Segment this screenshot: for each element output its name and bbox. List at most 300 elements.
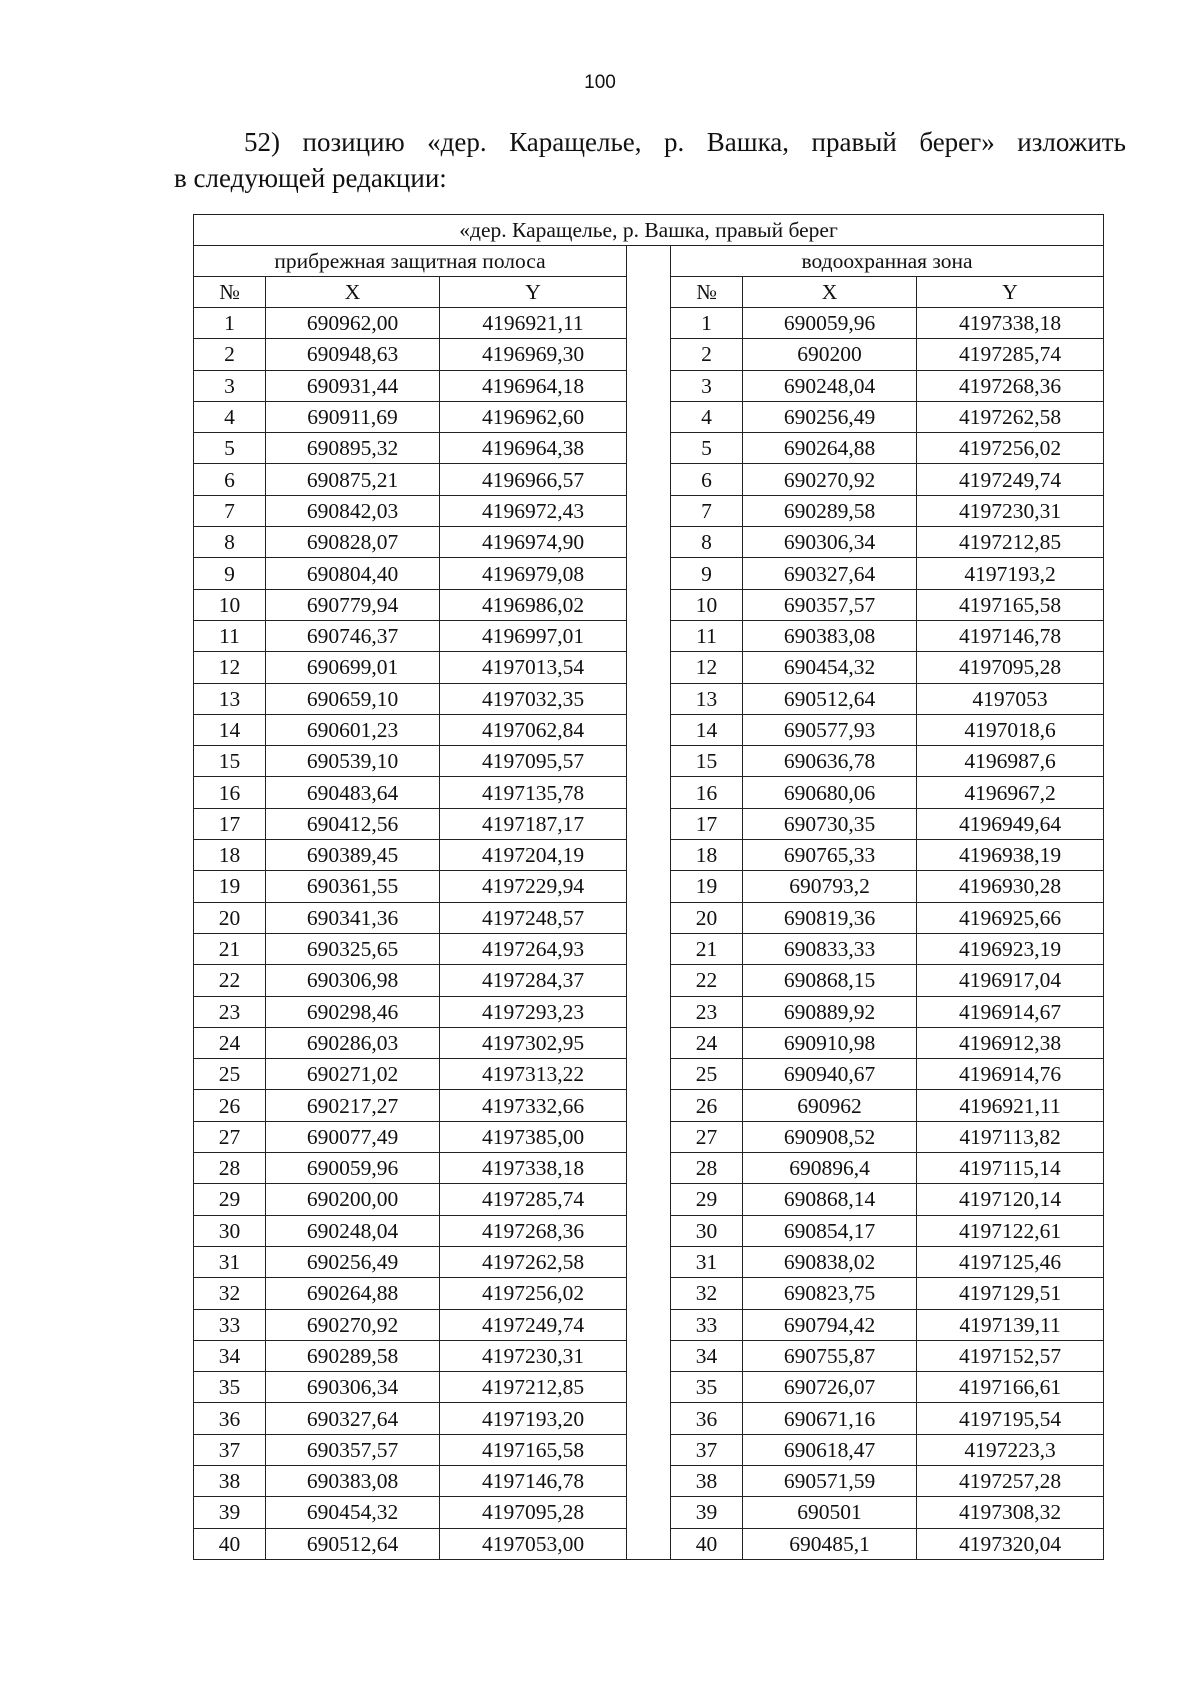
coastal-point-number: 37	[194, 1434, 266, 1465]
column-gap	[627, 370, 671, 401]
coastal-point-number: 32	[194, 1278, 266, 1309]
coastal-point-x: 690357,57	[266, 1434, 440, 1465]
zone-point-x: 690671,16	[743, 1403, 917, 1434]
table-row	[194, 1434, 1104, 1465]
zone-point-x: 690823,75	[743, 1278, 917, 1309]
table-row	[194, 464, 1104, 495]
zone-point-x: 690794,42	[743, 1309, 917, 1340]
column-gap	[627, 808, 671, 839]
table-row	[194, 714, 1104, 745]
zone-point-number: 19	[671, 871, 743, 902]
coastal-point-x: 690483,64	[266, 777, 440, 808]
coastal-point-y: 4197062,84	[440, 714, 627, 745]
column-gap	[627, 714, 671, 745]
coastal-point-x: 690270,92	[266, 1309, 440, 1340]
table-row	[194, 1059, 1104, 1090]
coastal-point-y: 4196962,60	[440, 401, 627, 432]
coastal-point-x: 690383,08	[266, 1465, 440, 1496]
zone-point-x: 690868,14	[743, 1184, 917, 1215]
zone-point-x: 690618,47	[743, 1434, 917, 1465]
coastal-point-number: 14	[194, 714, 266, 745]
table-row	[194, 683, 1104, 714]
zone-point-number: 14	[671, 714, 743, 745]
table-row	[194, 996, 1104, 1027]
zone-point-y: 4197122,61	[917, 1215, 1104, 1246]
coastal-point-x: 690298,46	[266, 996, 440, 1027]
coastal-point-number: 5	[194, 433, 266, 464]
zone-point-y: 4197268,36	[917, 370, 1104, 401]
coastal-point-number: 28	[194, 1153, 266, 1184]
coastal-point-number: 23	[194, 996, 266, 1027]
coastal-point-y: 4196979,08	[440, 558, 627, 589]
zone-point-number: 31	[671, 1246, 743, 1277]
intro-word: берег»	[919, 127, 995, 157]
zone-point-x: 690896,4	[743, 1153, 917, 1184]
coastal-point-y: 4196964,38	[440, 433, 627, 464]
zone-point-x: 690910,98	[743, 1027, 917, 1058]
zone-point-number: 13	[671, 683, 743, 714]
coastal-point-number: 21	[194, 933, 266, 964]
coastal-point-x: 690962,00	[266, 308, 440, 339]
column-gap	[627, 683, 671, 714]
coastal-point-number: 34	[194, 1340, 266, 1371]
table-row	[194, 652, 1104, 683]
intro-paragraph	[174, 124, 1126, 196]
coastal-point-number: 11	[194, 620, 266, 651]
coastal-point-y: 4197338,18	[440, 1153, 627, 1184]
column-gap	[627, 902, 671, 933]
zone-point-x: 690908,52	[743, 1121, 917, 1152]
coastal-point-x: 690059,96	[266, 1153, 440, 1184]
coastal-point-number: 27	[194, 1121, 266, 1152]
column-gap	[627, 1340, 671, 1371]
zone-point-y: 4197257,28	[917, 1465, 1104, 1496]
table-row	[194, 1184, 1104, 1215]
zone-point-y: 4197152,57	[917, 1340, 1104, 1371]
coastal-point-y: 4197135,78	[440, 777, 627, 808]
zone-point-number: 21	[671, 933, 743, 964]
coastal-point-x: 690804,40	[266, 558, 440, 589]
coastal-point-y: 4197293,23	[440, 996, 627, 1027]
table-row	[194, 1153, 1104, 1184]
zone-point-x: 690327,64	[743, 558, 917, 589]
zone-point-number: 2	[671, 339, 743, 370]
coastal-point-x: 690306,98	[266, 965, 440, 996]
column-gap	[627, 1528, 671, 1559]
column-gap	[627, 1059, 671, 1090]
coastal-point-number: 29	[194, 1184, 266, 1215]
zone-point-y: 4196925,66	[917, 902, 1104, 933]
coastal-point-y: 4197248,57	[440, 902, 627, 933]
zone-point-y: 4196949,64	[917, 808, 1104, 839]
column-gap	[627, 1215, 671, 1246]
column-gap	[627, 401, 671, 432]
coastal-point-x: 690200,00	[266, 1184, 440, 1215]
table-row	[194, 777, 1104, 808]
column-gap	[627, 1090, 671, 1121]
zone-point-x: 690571,59	[743, 1465, 917, 1496]
zone-point-number: 22	[671, 965, 743, 996]
zone-point-number: 26	[671, 1090, 743, 1121]
zone-point-number: 3	[671, 370, 743, 401]
table-row	[194, 401, 1104, 432]
zone-point-y: 4196914,76	[917, 1059, 1104, 1090]
coastal-point-number: 3	[194, 370, 266, 401]
column-header-x: X	[743, 277, 917, 308]
zone-point-x: 690819,36	[743, 902, 917, 933]
coastal-point-y: 4197302,95	[440, 1027, 627, 1058]
table-row	[194, 1090, 1104, 1121]
coastal-point-x: 690454,32	[266, 1497, 440, 1528]
coastal-point-y: 4197284,37	[440, 965, 627, 996]
coastal-point-y: 4197256,02	[440, 1278, 627, 1309]
zone-point-x: 690962	[743, 1090, 917, 1121]
column-gap	[627, 1497, 671, 1528]
zone-point-number: 20	[671, 902, 743, 933]
zone-point-y: 4197115,14	[917, 1153, 1104, 1184]
table-row	[194, 965, 1104, 996]
coastal-point-y: 4196966,57	[440, 464, 627, 495]
zone-point-x: 690200	[743, 339, 917, 370]
coastal-point-x: 690077,49	[266, 1121, 440, 1152]
coastal-point-number: 9	[194, 558, 266, 589]
zone-point-number: 8	[671, 527, 743, 558]
column-gap	[627, 246, 671, 277]
coastal-point-y: 4197095,57	[440, 746, 627, 777]
column-gap	[627, 558, 671, 589]
zone-point-number: 9	[671, 558, 743, 589]
coastal-point-x: 690325,65	[266, 933, 440, 964]
zone-point-y: 4197113,82	[917, 1121, 1104, 1152]
coastal-point-y: 4197230,31	[440, 1340, 627, 1371]
zone-point-number: 32	[671, 1278, 743, 1309]
column-gap	[627, 620, 671, 651]
intro-word: Вашка,	[706, 127, 790, 157]
column-gap	[627, 746, 671, 777]
coastal-point-number: 24	[194, 1027, 266, 1058]
column-gap	[627, 965, 671, 996]
coastal-point-number: 33	[194, 1309, 266, 1340]
column-gap	[627, 1309, 671, 1340]
coastal-point-x: 690828,07	[266, 527, 440, 558]
table-row	[194, 495, 1104, 526]
zone-point-y: 4197053	[917, 683, 1104, 714]
intro-word: правый	[811, 127, 897, 157]
zone-point-y: 4197230,31	[917, 495, 1104, 526]
column-gap	[627, 495, 671, 526]
column-header-y: Y	[440, 277, 627, 308]
coastal-point-number: 13	[194, 683, 266, 714]
coastal-point-x: 690601,23	[266, 714, 440, 745]
zone-point-x: 690577,93	[743, 714, 917, 745]
coastal-point-x: 690412,56	[266, 808, 440, 839]
coastal-point-y: 4196969,30	[440, 339, 627, 370]
zone-point-x: 690636,78	[743, 746, 917, 777]
coastal-point-x: 690264,88	[266, 1278, 440, 1309]
zone-point-number: 29	[671, 1184, 743, 1215]
column-gap	[627, 996, 671, 1027]
zone-point-x: 690726,07	[743, 1372, 917, 1403]
zone-point-number: 27	[671, 1121, 743, 1152]
coastal-point-x: 690875,21	[266, 464, 440, 495]
intro-word: изложить	[1017, 127, 1126, 157]
zone-point-y: 4197262,58	[917, 401, 1104, 432]
section-header-coastal-strip: прибрежная защитная полоса	[194, 246, 627, 277]
zone-point-x: 690765,33	[743, 840, 917, 871]
coastal-point-number: 7	[194, 495, 266, 526]
zone-point-y: 4197018,6	[917, 714, 1104, 745]
column-header-x: X	[266, 277, 440, 308]
coastal-point-y: 4197146,78	[440, 1465, 627, 1496]
zone-point-y: 4197120,14	[917, 1184, 1104, 1215]
column-gap	[627, 1027, 671, 1058]
table-row	[194, 433, 1104, 464]
coastal-point-x: 690842,03	[266, 495, 440, 526]
coastal-point-y: 4196921,11	[440, 308, 627, 339]
intro-word: «дер.	[427, 127, 487, 157]
zone-point-y: 4196917,04	[917, 965, 1104, 996]
coastal-point-x: 690512,64	[266, 1528, 440, 1559]
zone-point-x: 690940,67	[743, 1059, 917, 1090]
coastal-point-x: 690931,44	[266, 370, 440, 401]
column-gap	[627, 777, 671, 808]
zone-point-x: 690485,1	[743, 1528, 917, 1559]
zone-point-number: 7	[671, 495, 743, 526]
coastal-point-x: 690306,34	[266, 1372, 440, 1403]
column-gap	[627, 339, 671, 370]
table-row	[194, 1027, 1104, 1058]
zone-point-y: 4196930,28	[917, 871, 1104, 902]
zone-point-x: 690833,33	[743, 933, 917, 964]
column-gap	[627, 1278, 671, 1309]
zone-point-x: 690501	[743, 1497, 917, 1528]
coastal-point-y: 4197095,28	[440, 1497, 627, 1528]
zone-point-y: 4197212,85	[917, 527, 1104, 558]
zone-point-number: 39	[671, 1497, 743, 1528]
table-row	[194, 1528, 1104, 1559]
zone-point-y: 4197165,58	[917, 589, 1104, 620]
table-row	[194, 1372, 1104, 1403]
table-row	[194, 1309, 1104, 1340]
zone-point-y: 4196923,19	[917, 933, 1104, 964]
coastal-point-y: 4197385,00	[440, 1121, 627, 1152]
column-gap	[627, 1153, 671, 1184]
zone-point-x: 690755,87	[743, 1340, 917, 1371]
coastal-point-x: 690289,58	[266, 1340, 440, 1371]
zone-point-number: 11	[671, 620, 743, 651]
table-row	[194, 1215, 1104, 1246]
table-row	[194, 1121, 1104, 1152]
coastal-point-number: 6	[194, 464, 266, 495]
table-title: «дер. Каращелье, р. Вашка, правый берег	[194, 215, 1104, 246]
zone-point-number: 36	[671, 1403, 743, 1434]
coastal-point-number: 26	[194, 1090, 266, 1121]
column-gap	[627, 527, 671, 558]
table-row	[194, 1497, 1104, 1528]
column-gap	[627, 277, 671, 308]
column-gap	[627, 464, 671, 495]
coastal-point-y: 4196964,18	[440, 370, 627, 401]
column-gap	[627, 1372, 671, 1403]
coastal-point-x: 690911,69	[266, 401, 440, 432]
coastal-point-number: 4	[194, 401, 266, 432]
zone-point-y: 4197139,11	[917, 1309, 1104, 1340]
coastal-point-number: 19	[194, 871, 266, 902]
table-row	[194, 1340, 1104, 1371]
coastal-point-number: 20	[194, 902, 266, 933]
coastal-point-y: 4197053,00	[440, 1528, 627, 1559]
table-row	[194, 339, 1104, 370]
coastal-point-y: 4197313,22	[440, 1059, 627, 1090]
table-row	[194, 902, 1104, 933]
column-gap	[627, 433, 671, 464]
coastal-point-y: 4197264,93	[440, 933, 627, 964]
coastal-point-x: 690286,03	[266, 1027, 440, 1058]
coastal-point-number: 18	[194, 840, 266, 871]
zone-point-y: 4197193,2	[917, 558, 1104, 589]
coastal-point-y: 4197032,35	[440, 683, 627, 714]
coastal-point-number: 40	[194, 1528, 266, 1559]
table-row	[194, 746, 1104, 777]
coastal-point-number: 30	[194, 1215, 266, 1246]
coastal-point-y: 4197332,66	[440, 1090, 627, 1121]
coastal-point-number: 16	[194, 777, 266, 808]
zone-point-number: 16	[671, 777, 743, 808]
intro-line-2: в следующей редакции:	[174, 163, 447, 193]
zone-point-y: 4196987,6	[917, 746, 1104, 777]
table-row	[194, 527, 1104, 558]
coastal-point-number: 36	[194, 1403, 266, 1434]
zone-point-number: 17	[671, 808, 743, 839]
zone-point-y: 4197338,18	[917, 308, 1104, 339]
coastal-point-y: 4196974,90	[440, 527, 627, 558]
zone-point-y: 4197249,74	[917, 464, 1104, 495]
coastal-point-x: 690895,32	[266, 433, 440, 464]
coastal-point-x: 690948,63	[266, 339, 440, 370]
coastal-point-number: 31	[194, 1246, 266, 1277]
coastal-point-y: 4197165,58	[440, 1434, 627, 1465]
zone-point-x: 690306,34	[743, 527, 917, 558]
column-gap	[627, 1184, 671, 1215]
zone-point-y: 4197125,46	[917, 1246, 1104, 1277]
intro-line-1	[174, 124, 1126, 160]
column-gap	[627, 933, 671, 964]
column-gap	[627, 1246, 671, 1277]
coastal-point-y: 4197204,19	[440, 840, 627, 871]
coastal-point-x: 690217,27	[266, 1090, 440, 1121]
page-number: 100	[584, 72, 616, 93]
table-row	[194, 840, 1104, 871]
column-gap	[627, 589, 671, 620]
coastal-point-number: 1	[194, 308, 266, 339]
column-gap	[627, 1403, 671, 1434]
coastal-point-x: 690389,45	[266, 840, 440, 871]
column-gap	[627, 308, 671, 339]
table-row	[194, 1403, 1104, 1434]
coastal-point-x: 690327,64	[266, 1403, 440, 1434]
coordinates-table	[193, 214, 1104, 1560]
coastal-point-number: 25	[194, 1059, 266, 1090]
coastal-point-x: 690659,10	[266, 683, 440, 714]
coastal-point-y: 4196997,01	[440, 620, 627, 651]
coastal-point-number: 39	[194, 1497, 266, 1528]
zone-point-y: 4196921,11	[917, 1090, 1104, 1121]
column-gap	[627, 1434, 671, 1465]
zone-point-x: 690264,88	[743, 433, 917, 464]
coastal-point-number: 38	[194, 1465, 266, 1496]
coastal-point-number: 35	[194, 1372, 266, 1403]
coastal-point-y: 4196986,02	[440, 589, 627, 620]
zone-point-x: 690868,15	[743, 965, 917, 996]
coastal-point-number: 15	[194, 746, 266, 777]
zone-point-number: 40	[671, 1528, 743, 1559]
column-gap	[627, 652, 671, 683]
zone-point-y: 4197223,3	[917, 1434, 1104, 1465]
intro-word: Каращелье,	[509, 127, 642, 157]
table-row	[194, 1246, 1104, 1277]
coastal-point-x: 690256,49	[266, 1246, 440, 1277]
zone-point-number: 38	[671, 1465, 743, 1496]
zone-point-number: 5	[671, 433, 743, 464]
table-row	[194, 370, 1104, 401]
zone-point-number: 35	[671, 1372, 743, 1403]
coastal-point-number: 8	[194, 527, 266, 558]
coastal-point-x: 690539,10	[266, 746, 440, 777]
zone-point-x: 690248,04	[743, 370, 917, 401]
zone-point-x: 690357,57	[743, 589, 917, 620]
zone-point-y: 4197095,28	[917, 652, 1104, 683]
table-row	[194, 620, 1104, 651]
table-row	[194, 871, 1104, 902]
zone-point-number: 18	[671, 840, 743, 871]
zone-point-x: 690289,58	[743, 495, 917, 526]
column-gap	[627, 1465, 671, 1496]
coastal-point-y: 4197187,17	[440, 808, 627, 839]
coastal-point-x: 690746,37	[266, 620, 440, 651]
coastal-point-x: 690361,55	[266, 871, 440, 902]
coastal-point-y: 4197285,74	[440, 1184, 627, 1215]
zone-point-number: 34	[671, 1340, 743, 1371]
zone-point-y: 4197146,78	[917, 620, 1104, 651]
coastal-point-x: 690699,01	[266, 652, 440, 683]
column-gap	[627, 840, 671, 871]
table-row	[194, 808, 1104, 839]
zone-point-number: 28	[671, 1153, 743, 1184]
intro-word: 52)	[244, 127, 280, 157]
coastal-point-x: 690248,04	[266, 1215, 440, 1246]
table-row	[194, 589, 1104, 620]
zone-point-number: 15	[671, 746, 743, 777]
zone-point-y: 4197129,51	[917, 1278, 1104, 1309]
coastal-point-y: 4197229,94	[440, 871, 627, 902]
column-header-num: №	[671, 277, 743, 308]
column-header-y: Y	[917, 277, 1104, 308]
coastal-point-number: 22	[194, 965, 266, 996]
zone-point-y: 4197195,54	[917, 1403, 1104, 1434]
table-row	[194, 1465, 1104, 1496]
zone-point-x: 690383,08	[743, 620, 917, 651]
zone-point-number: 12	[671, 652, 743, 683]
column-gap	[627, 871, 671, 902]
intro-word: позицию	[302, 127, 405, 157]
zone-point-number: 25	[671, 1059, 743, 1090]
zone-point-x: 690454,32	[743, 652, 917, 683]
zone-point-y: 4196912,38	[917, 1027, 1104, 1058]
zone-point-x: 690256,49	[743, 401, 917, 432]
coastal-point-number: 10	[194, 589, 266, 620]
coastal-point-number: 17	[194, 808, 266, 839]
zone-point-y: 4196914,67	[917, 996, 1104, 1027]
